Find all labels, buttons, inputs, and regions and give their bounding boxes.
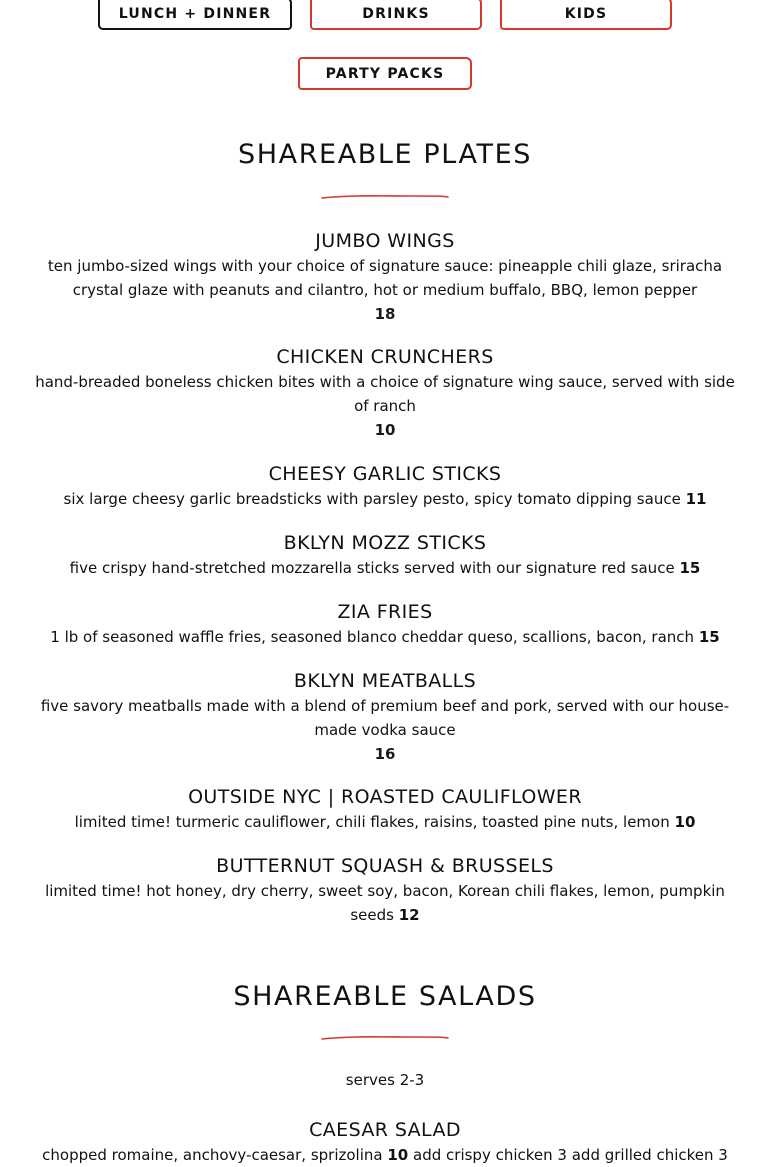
item-description: ten jumbo-sized wings with your choice of signature sauce: pineapple chili glaze, sriracha crystal glaze with peanuts and cilantro, hot or medium buffalo, BBQ, lemon pepper	[47, 257, 723, 299]
item-description-with-price	[30, 625, 740, 649]
item-description-with-price	[22, 879, 748, 927]
menu-item-bklyn-mozz-sticks	[30, 530, 740, 580]
section-divider	[321, 194, 449, 200]
menu-item-jumbo-wings	[30, 228, 740, 326]
item-price: 11	[685, 490, 707, 508]
item-name: BKLYN MOZZ STICKS	[283, 532, 487, 554]
salads-serving-note: serves 2-3	[345, 1071, 425, 1089]
item-price: 18	[374, 305, 396, 323]
menu-item-bklyn-meatballs	[30, 668, 740, 766]
item-description-with-price	[30, 810, 740, 834]
menu-item-cheesy-garlic-sticks	[30, 461, 740, 511]
item-description: five savory meatballs made with a blend of premium beef and pork, served with our house-made vodka sauce	[40, 697, 730, 739]
item-description: chopped romaine, anchovy-caesar, sprizolina	[42, 1146, 383, 1164]
section-title-salads: SHAREABLE SALADS	[233, 981, 537, 1012]
item-description: 1 lb of seasoned waffle fries, seasoned blanco cheddar queso, scallions, bacon, ranch	[50, 628, 695, 646]
item-name: CHICKEN CRUNCHERS	[276, 346, 494, 368]
item-description: limited time! turmeric cauliflower, chili flakes, raisins, toasted pine nuts, lemon	[74, 813, 670, 831]
item-name: CHEESY GARLIC STICKS	[268, 463, 502, 485]
item-description: hand-breaded boneless chicken bites with a choice of signature wing sauce, served with side of ranch	[35, 373, 735, 415]
item-description-with-price	[30, 1143, 740, 1167]
item-description: limited time! hot honey, dry cherry, sweet soy, bacon, Korean chili flakes, lemon, pumpkin seeds	[45, 882, 725, 924]
menu-tabs-row-2	[0, 57, 770, 90]
item-price: 15	[679, 559, 701, 577]
menu-item-caesar-salad	[30, 1117, 740, 1167]
item-name: ZIA FRIES	[337, 601, 433, 623]
item-name: OUTSIDE NYC | ROASTED CAULIFLOWER	[188, 786, 582, 808]
menu-item-butternut-squash-brussels	[30, 853, 740, 927]
item-description: five crispy hand-stretched mozzarella sticks served with our signature red sauce	[69, 559, 675, 577]
item-name: BKLYN MEATBALLS	[293, 670, 477, 692]
menu-tabs-row-1	[0, 0, 770, 30]
item-name: BUTTERNUT SQUASH & BRUSSELS	[216, 855, 554, 877]
section-title-plates: SHAREABLE PLATES	[237, 139, 533, 170]
tab-party-packs[interactable]: PARTY PACKS	[298, 57, 472, 90]
tab-kids[interactable]: KIDS	[500, 0, 672, 30]
item-price: 15	[698, 628, 720, 646]
item-name: JUMBO WINGS	[315, 230, 455, 252]
item-price: 10	[374, 421, 396, 439]
menu-item-roasted-cauliflower	[30, 784, 740, 834]
section-divider	[321, 1035, 449, 1041]
menu-item-chicken-crunchers	[30, 344, 740, 442]
menu-item-zia-fries	[30, 599, 740, 649]
item-description-with-price	[30, 487, 740, 511]
tab-drinks[interactable]: DRINKS	[310, 0, 482, 30]
item-price: 10	[674, 813, 696, 831]
item-name: CAESAR SALAD	[309, 1119, 461, 1141]
item-price: 16	[374, 745, 396, 763]
item-price: 10	[387, 1146, 409, 1164]
item-addons: add crispy chicken 3 add grilled chicken 3	[413, 1146, 728, 1164]
item-description-with-price	[30, 556, 740, 580]
item-price: 12	[398, 906, 420, 924]
item-description: six large cheesy garlic breadsticks with parsley pesto, spicy tomato dipping sauce	[63, 490, 681, 508]
tab-lunch-dinner[interactable]: LUNCH + DINNER	[98, 0, 292, 30]
